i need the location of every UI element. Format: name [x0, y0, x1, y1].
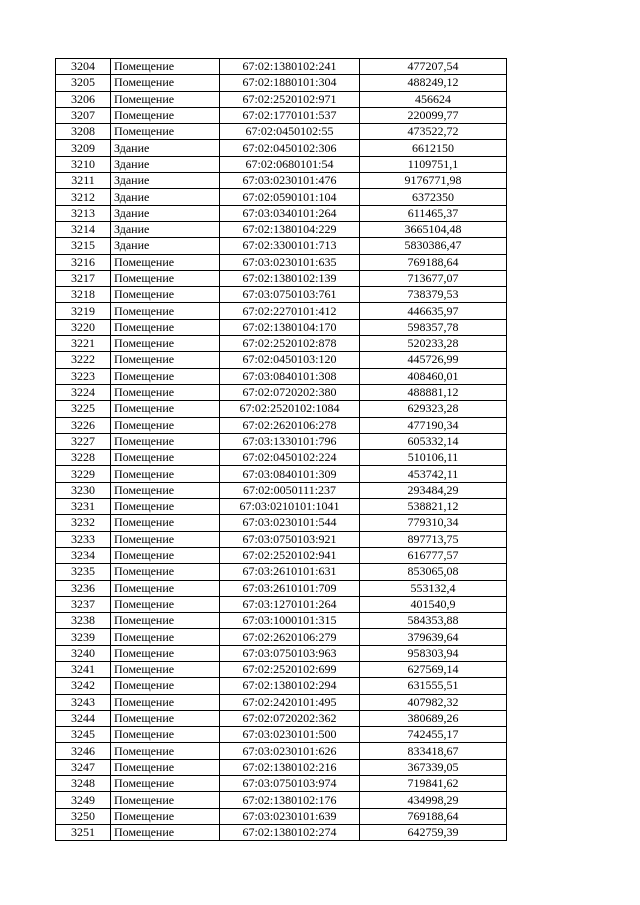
row-number-cell: 3245 [56, 727, 111, 743]
value-cell: 367339,05 [360, 759, 507, 775]
cadastral-number-cell: 67:02:0590101:104 [220, 189, 360, 205]
row-number-cell: 3211 [56, 173, 111, 189]
table-row [56, 384, 507, 400]
cadastral-number-cell: 67:02:3300101:713 [220, 238, 360, 254]
object-type-cell: Помещение [111, 450, 220, 466]
object-type-cell: Помещение [111, 629, 220, 645]
value-cell: 742455,17 [360, 727, 507, 743]
object-type-cell: Помещение [111, 499, 220, 515]
row-number-cell: 3215 [56, 238, 111, 254]
cadastral-number-cell: 67:02:1770101:537 [220, 107, 360, 123]
cadastral-number-cell: 67:02:0450102:55 [220, 124, 360, 140]
table-row [56, 189, 507, 205]
object-type-cell: Помещение [111, 270, 220, 286]
table-row [56, 417, 507, 433]
table-row [56, 401, 507, 417]
table-row [56, 156, 507, 172]
object-type-cell: Помещение [111, 727, 220, 743]
object-type-cell: Помещение [111, 303, 220, 319]
row-number-cell: 3210 [56, 156, 111, 172]
object-type-cell: Помещение [111, 792, 220, 808]
object-type-cell: Помещение [111, 596, 220, 612]
cadastral-number-cell: 67:03:0750103:963 [220, 645, 360, 661]
object-type-cell: Помещение [111, 319, 220, 335]
cadastral-number-cell: 67:03:0230101:544 [220, 515, 360, 531]
value-cell: 488249,12 [360, 75, 507, 91]
object-type-cell: Здание [111, 140, 220, 156]
table-body [56, 59, 507, 841]
cadastral-number-cell: 67:02:1380104:229 [220, 221, 360, 237]
cadastral-number-cell: 67:02:2620106:279 [220, 629, 360, 645]
value-cell: 719841,62 [360, 776, 507, 792]
table-row [56, 824, 507, 840]
row-number-cell: 3233 [56, 531, 111, 547]
value-cell: 738379,53 [360, 287, 507, 303]
table-row [56, 303, 507, 319]
table-row [56, 124, 507, 140]
table-row [56, 678, 507, 694]
object-type-cell: Помещение [111, 352, 220, 368]
row-number-cell: 3237 [56, 596, 111, 612]
value-cell: 520233,28 [360, 336, 507, 352]
value-cell: 220099,77 [360, 107, 507, 123]
cadastral-number-cell: 67:03:0230101:626 [220, 743, 360, 759]
cadastral-number-cell: 67:03:0840101:309 [220, 466, 360, 482]
value-cell: 488881,12 [360, 384, 507, 400]
value-cell: 553132,4 [360, 580, 507, 596]
row-number-cell: 3249 [56, 792, 111, 808]
cadastral-number-cell: 67:03:0840101:308 [220, 368, 360, 384]
table-row [56, 75, 507, 91]
value-cell: 6612150 [360, 140, 507, 156]
object-type-cell: Здание [111, 173, 220, 189]
table-row [56, 694, 507, 710]
cadastral-number-cell: 67:02:0450103:120 [220, 352, 360, 368]
cadastral-number-cell: 67:03:0230101:635 [220, 254, 360, 270]
row-number-cell: 3235 [56, 564, 111, 580]
value-cell: 473522,72 [360, 124, 507, 140]
row-number-cell: 3231 [56, 499, 111, 515]
table-row [56, 287, 507, 303]
cadastral-number-cell: 67:02:1380104:170 [220, 319, 360, 335]
object-type-cell: Помещение [111, 613, 220, 629]
value-cell: 445726,99 [360, 352, 507, 368]
row-number-cell: 3206 [56, 91, 111, 107]
table-row [56, 107, 507, 123]
table-row [56, 596, 507, 612]
table-row [56, 727, 507, 743]
row-number-cell: 3240 [56, 645, 111, 661]
value-cell: 5830386,47 [360, 238, 507, 254]
cadastral-number-cell: 67:02:0680101:54 [220, 156, 360, 172]
value-cell: 611465,37 [360, 205, 507, 221]
table-row [56, 59, 507, 75]
object-type-cell: Помещение [111, 287, 220, 303]
table-row [56, 368, 507, 384]
table-row [56, 661, 507, 677]
row-number-cell: 3209 [56, 140, 111, 156]
object-type-cell: Помещение [111, 368, 220, 384]
cadastral-number-cell: 67:02:0450102:306 [220, 140, 360, 156]
value-cell: 3665104,48 [360, 221, 507, 237]
row-number-cell: 3244 [56, 710, 111, 726]
table-row [56, 450, 507, 466]
table-row [56, 205, 507, 221]
value-cell: 713677,07 [360, 270, 507, 286]
table-row [56, 580, 507, 596]
cadastral-number-cell: 67:02:1380102:274 [220, 824, 360, 840]
value-cell: 605332,14 [360, 433, 507, 449]
object-type-cell: Помещение [111, 384, 220, 400]
row-number-cell: 3216 [56, 254, 111, 270]
table-row [56, 254, 507, 270]
table-row [56, 759, 507, 775]
table-row [56, 710, 507, 726]
cadastral-number-cell: 67:02:0720202:380 [220, 384, 360, 400]
value-cell: 477207,54 [360, 59, 507, 75]
object-type-cell: Помещение [111, 759, 220, 775]
table-row [56, 482, 507, 498]
row-number-cell: 3220 [56, 319, 111, 335]
object-type-cell: Помещение [111, 515, 220, 531]
table-row [56, 613, 507, 629]
object-type-cell: Помещение [111, 824, 220, 840]
value-cell: 779310,34 [360, 515, 507, 531]
cadastral-number-cell: 67:02:2520102:878 [220, 336, 360, 352]
row-number-cell: 3214 [56, 221, 111, 237]
value-cell: 629323,28 [360, 401, 507, 417]
object-type-cell: Помещение [111, 59, 220, 75]
cadastral-number-cell: 67:03:2610101:709 [220, 580, 360, 596]
row-number-cell: 3213 [56, 205, 111, 221]
table-row [56, 515, 507, 531]
row-number-cell: 3230 [56, 482, 111, 498]
table-row [56, 547, 507, 563]
object-type-cell: Помещение [111, 466, 220, 482]
object-type-cell: Помещение [111, 482, 220, 498]
table-row [56, 645, 507, 661]
value-cell: 958303,94 [360, 645, 507, 661]
table-row [56, 319, 507, 335]
cadastral-number-cell: 67:03:0750103:921 [220, 531, 360, 547]
table-row [56, 564, 507, 580]
object-type-cell: Помещение [111, 401, 220, 417]
row-number-cell: 3246 [56, 743, 111, 759]
value-cell: 401540,9 [360, 596, 507, 612]
row-number-cell: 3232 [56, 515, 111, 531]
cadastral-number-cell: 67:02:1380102:176 [220, 792, 360, 808]
table-row [56, 173, 507, 189]
object-type-cell: Помещение [111, 433, 220, 449]
table-row [56, 792, 507, 808]
row-number-cell: 3227 [56, 433, 111, 449]
cadastral-number-cell: 67:02:2270101:412 [220, 303, 360, 319]
value-cell: 408460,01 [360, 368, 507, 384]
row-number-cell: 3234 [56, 547, 111, 563]
cadastral-number-cell: 67:03:1270101:264 [220, 596, 360, 612]
object-type-cell: Помещение [111, 661, 220, 677]
row-number-cell: 3208 [56, 124, 111, 140]
object-type-cell: Помещение [111, 694, 220, 710]
value-cell: 434998,29 [360, 792, 507, 808]
value-cell: 477190,34 [360, 417, 507, 433]
value-cell: 769188,64 [360, 254, 507, 270]
cadastral-number-cell: 67:02:0450102:224 [220, 450, 360, 466]
value-cell: 293484,29 [360, 482, 507, 498]
row-number-cell: 3229 [56, 466, 111, 482]
value-cell: 627569,14 [360, 661, 507, 677]
cadastral-number-cell: 67:03:0750103:761 [220, 287, 360, 303]
object-type-cell: Помещение [111, 547, 220, 563]
row-number-cell: 3218 [56, 287, 111, 303]
row-number-cell: 3212 [56, 189, 111, 205]
row-number-cell: 3248 [56, 776, 111, 792]
row-number-cell: 3204 [56, 59, 111, 75]
cadastral-number-cell: 67:02:1380102:139 [220, 270, 360, 286]
row-number-cell: 3251 [56, 824, 111, 840]
object-type-cell: Помещение [111, 91, 220, 107]
cadastral-number-cell: 67:02:2520102:971 [220, 91, 360, 107]
cadastral-number-cell: 67:02:1380102:294 [220, 678, 360, 694]
cadastral-number-cell: 67:03:0230101:476 [220, 173, 360, 189]
cadastral-number-cell: 67:03:0340101:264 [220, 205, 360, 221]
table-row [56, 433, 507, 449]
table-row [56, 776, 507, 792]
value-cell: 456624 [360, 91, 507, 107]
row-number-cell: 3217 [56, 270, 111, 286]
value-cell: 6372350 [360, 189, 507, 205]
table-row [56, 140, 507, 156]
row-number-cell: 3242 [56, 678, 111, 694]
object-type-cell: Помещение [111, 776, 220, 792]
row-number-cell: 3241 [56, 661, 111, 677]
row-number-cell: 3205 [56, 75, 111, 91]
value-cell: 616777,57 [360, 547, 507, 563]
object-type-cell: Помещение [111, 580, 220, 596]
object-type-cell: Помещение [111, 336, 220, 352]
object-type-cell: Помещение [111, 531, 220, 547]
cadastral-number-cell: 67:02:0720202:362 [220, 710, 360, 726]
value-cell: 379639,64 [360, 629, 507, 645]
row-number-cell: 3223 [56, 368, 111, 384]
object-type-cell: Здание [111, 221, 220, 237]
object-type-cell: Здание [111, 189, 220, 205]
row-number-cell: 3222 [56, 352, 111, 368]
cadastral-number-cell: 67:02:1380102:241 [220, 59, 360, 75]
row-number-cell: 3236 [56, 580, 111, 596]
object-type-cell: Помещение [111, 417, 220, 433]
value-cell: 598357,78 [360, 319, 507, 335]
value-cell: 407982,32 [360, 694, 507, 710]
value-cell: 631555,51 [360, 678, 507, 694]
row-number-cell: 3239 [56, 629, 111, 645]
row-number-cell: 3247 [56, 759, 111, 775]
cadastral-number-cell: 67:03:0230101:639 [220, 808, 360, 824]
object-type-cell: Помещение [111, 124, 220, 140]
object-type-cell: Здание [111, 156, 220, 172]
value-cell: 584353,88 [360, 613, 507, 629]
value-cell: 897713,75 [360, 531, 507, 547]
cadastral-number-cell: 67:03:1330101:796 [220, 433, 360, 449]
cadastral-number-cell: 67:02:1380102:216 [220, 759, 360, 775]
object-type-cell: Помещение [111, 678, 220, 694]
cadastral-number-cell: 67:02:2620106:278 [220, 417, 360, 433]
property-table [55, 58, 507, 841]
table-row [56, 743, 507, 759]
object-type-cell: Помещение [111, 254, 220, 270]
table-row [56, 499, 507, 515]
row-number-cell: 3219 [56, 303, 111, 319]
object-type-cell: Помещение [111, 743, 220, 759]
table-row [56, 466, 507, 482]
cadastral-number-cell: 67:03:0230101:500 [220, 727, 360, 743]
table-row [56, 336, 507, 352]
value-cell: 769188,64 [360, 808, 507, 824]
table-row [56, 91, 507, 107]
table-row [56, 221, 507, 237]
object-type-cell: Помещение [111, 564, 220, 580]
row-number-cell: 3225 [56, 401, 111, 417]
value-cell: 380689,26 [360, 710, 507, 726]
cadastral-number-cell: 67:02:2520102:699 [220, 661, 360, 677]
row-number-cell: 3226 [56, 417, 111, 433]
object-type-cell: Помещение [111, 645, 220, 661]
cadastral-number-cell: 67:02:0050111:237 [220, 482, 360, 498]
cadastral-number-cell: 67:03:1000101:315 [220, 613, 360, 629]
value-cell: 453742,11 [360, 466, 507, 482]
table-row [56, 808, 507, 824]
row-number-cell: 3228 [56, 450, 111, 466]
object-type-cell: Помещение [111, 808, 220, 824]
value-cell: 833418,67 [360, 743, 507, 759]
object-type-cell: Помещение [111, 710, 220, 726]
value-cell: 510106,11 [360, 450, 507, 466]
object-type-cell: Здание [111, 238, 220, 254]
cadastral-number-cell: 67:03:2610101:631 [220, 564, 360, 580]
table-row [56, 270, 507, 286]
cadastral-number-cell: 67:03:0750103:974 [220, 776, 360, 792]
value-cell: 642759,39 [360, 824, 507, 840]
cadastral-number-cell: 67:02:2520102:941 [220, 547, 360, 563]
value-cell: 538821,12 [360, 499, 507, 515]
row-number-cell: 3243 [56, 694, 111, 710]
cadastral-number-cell: 67:02:2520102:1084 [220, 401, 360, 417]
value-cell: 853065,08 [360, 564, 507, 580]
row-number-cell: 3221 [56, 336, 111, 352]
table-row [56, 238, 507, 254]
cadastral-number-cell: 67:03:0210101:1041 [220, 499, 360, 515]
table-row [56, 629, 507, 645]
object-type-cell: Помещение [111, 75, 220, 91]
table-row [56, 531, 507, 547]
row-number-cell: 3224 [56, 384, 111, 400]
cadastral-number-cell: 67:02:1880101:304 [220, 75, 360, 91]
value-cell: 1109751,1 [360, 156, 507, 172]
value-cell: 9176771,98 [360, 173, 507, 189]
table-row [56, 352, 507, 368]
object-type-cell: Помещение [111, 107, 220, 123]
value-cell: 446635,97 [360, 303, 507, 319]
row-number-cell: 3238 [56, 613, 111, 629]
row-number-cell: 3250 [56, 808, 111, 824]
cadastral-number-cell: 67:02:2420101:495 [220, 694, 360, 710]
row-number-cell: 3207 [56, 107, 111, 123]
object-type-cell: Здание [111, 205, 220, 221]
